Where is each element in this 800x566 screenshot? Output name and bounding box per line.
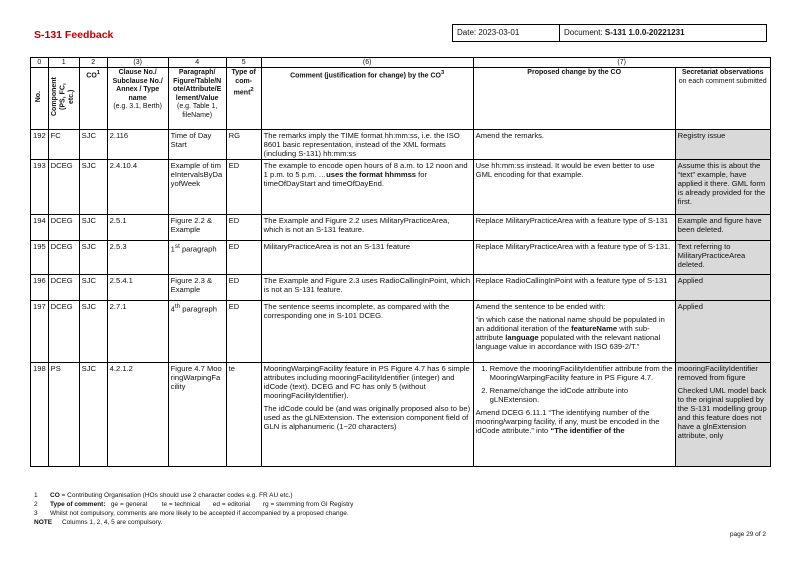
header-type: Type of com- ment$^2$ — [226, 68, 261, 130]
row-co: SJC — [79, 130, 107, 160]
row-comment: The Example and Figure 2.2 uses MilitaryPracticeArea, which is not an S-131 feature. — [261, 215, 473, 241]
col-num: (6) — [261, 58, 473, 68]
row-co: SJC — [79, 241, 107, 275]
row-proposed: Replace MilitaryPracticeArea with a feature type of S-131. — [473, 241, 675, 275]
table-row — [31, 160, 771, 215]
row-proposed: Replace MilitaryPracticeArea with a feature type of S-131 — [473, 215, 675, 241]
table-row — [31, 301, 771, 363]
row-secretariat: Text referring to MilitaryPracticeArea deleted. — [675, 241, 770, 275]
col-num: (7) — [473, 58, 770, 68]
header-comment: Comment (justification for change) by the $CO^3$ — [261, 68, 473, 130]
row-comment: MooringWarpingFacility feature in PS Figure 4.7 has 6 simple attributes including mooringFacilityIdentifier (integer) and idCode (text). DCEG and FC has only 5 (without mooringFacilityIdentifier). The idCode could be (and was originally proposed also to be) used as the gLNExtension. The extension component field of GLN is alphanumeric (1~20 characters) — [261, 363, 473, 467]
row-clause: 2.4.10.4 — [107, 160, 168, 215]
header-co: $CO^1$ — [79, 68, 107, 130]
row-clause: 2.5.3 — [107, 241, 168, 275]
row-clause: 2.5.1 — [107, 215, 168, 241]
date-box — [452, 24, 560, 42]
row-comment: The Example and Figure 2.3 uses RadioCallingInPoint, which is not an S-131 feature. — [261, 275, 473, 301]
row-component: DCEG — [48, 215, 79, 241]
row-clause: 2.5.4.1 — [107, 275, 168, 301]
document-value: S-131 1.0.0-20221231 — [604, 28, 685, 37]
header-row — [31, 68, 771, 130]
row-secretariat: Registry issue — [675, 130, 770, 160]
row-paragraph: 1st paragraph — [168, 241, 226, 275]
row-paragraph: Example of timeIntervalsByDayofWeek — [168, 160, 226, 215]
row-type: ED — [226, 241, 261, 275]
row-proposed: 1. Remove the mooringFacilityIdentifier attribute from the MooringWarpingFacility feature in PS Figure 4.7. 2. Rename/change the idCode attribute into gLNExtension. Amend DCEG 6.11.1 “The identifying number of the mooring/warping facility, if any, must be encoded in the idCode attribute.” into “The identifier of the — [473, 363, 675, 467]
row-paragraph: Figure 2.3 & Example — [168, 275, 226, 301]
col-num: (3) — [107, 58, 168, 68]
col-num: 0 — [31, 58, 49, 68]
row-comment: The example to encode open hours of 8 a.m. to 12 noon and 1 p.m. to 5 p.m. …uses the format hhmmss for timeOfDayStart and timeOfDayEnd. — [261, 160, 473, 215]
table-row — [31, 215, 771, 241]
date-label: Date: 2023-03-01 — [457, 28, 520, 37]
row-component: FC — [48, 130, 79, 160]
row-comment: The sentence seems incomplete, as compared with the corresponding one in S-101 DCEG. — [261, 301, 473, 363]
row-co: SJC — [79, 363, 107, 467]
row-number: 196 — [31, 275, 49, 301]
footnote-1: 1 CO = Contributing Organisation (HOs should use 2 character codes e.g. FR AU etc.) — [34, 492, 293, 499]
table-row — [31, 241, 771, 275]
row-paragraph: 4th paragraph — [168, 301, 226, 363]
header-no: No. — [31, 68, 49, 130]
row-co: SJC — [79, 301, 107, 363]
row-component: DCEG — [48, 160, 79, 215]
header-clause: Clause No./ Subclause No./ Annex / Type name (e.g. 3.1, Berth) — [107, 68, 168, 130]
footnote-3: 3 Whilst not compulsory, comments are more likely to be accepted if accompanied by a proposed change. — [34, 510, 349, 517]
row-secretariat: Example and figure have been deleted. — [675, 215, 770, 241]
row-type: ED — [226, 215, 261, 241]
row-component: DCEG — [48, 301, 79, 363]
row-secretariat: mooringFacilityIdentifier removed from figure Checked UML model back to the original supplied by the S-131 modelling group and this feature does not have a glnExtension attribute, only — [675, 363, 770, 467]
row-number: 193 — [31, 160, 49, 215]
row-clause: 2.116 — [107, 130, 168, 160]
document-label: Document: — [564, 28, 605, 37]
row-paragraph: Figure 4.7 MooringWarpingFacility — [168, 363, 226, 467]
page-title: S-131 Feedback — [34, 29, 114, 41]
row-type: RG — [226, 130, 261, 160]
header-proposed: Proposed change by the CO — [473, 68, 675, 130]
row-proposed: Replace RadioCallingInPoint with a feature type of S-131 — [473, 275, 675, 301]
col-num: 4 — [168, 58, 226, 68]
col-num: 1 — [48, 58, 79, 68]
row-component: DCEG — [48, 241, 79, 275]
footnote-2: 2 Type of comment: ge = general te = technical ed = editorial rg = stemming from GI Registry — [34, 501, 354, 508]
row-secretariat: Assume this is about the “text” example, have applied it there. GML form is already provided for the first. — [675, 160, 770, 215]
table-row — [31, 130, 771, 160]
row-co: SJC — [79, 215, 107, 241]
row-co: SJC — [79, 275, 107, 301]
col-num: 2 — [79, 58, 107, 68]
row-clause: 2.7.1 — [107, 301, 168, 363]
row-secretariat: Applied — [675, 275, 770, 301]
row-proposed: Use hh:mm:ss instead. It would be even better to use GML encoding for that example. — [473, 160, 675, 215]
row-type: ED — [226, 301, 261, 363]
row-clause: 4.2.1.2 — [107, 363, 168, 467]
row-type: te — [226, 363, 261, 467]
row-component: PS — [48, 363, 79, 467]
header-secretariat: Secretariat observations on each comment submitted — [675, 68, 770, 130]
document-box — [559, 24, 767, 42]
row-number: 198 — [31, 363, 49, 467]
row-number: 195 — [31, 241, 49, 275]
row-number: 197 — [31, 301, 49, 363]
footnote-note: NOTE Columns 1, 2, 4, 5 are compulsory. — [34, 519, 163, 526]
row-proposed: Amend the remarks. — [473, 130, 675, 160]
row-component: DCEG — [48, 275, 79, 301]
row-comment: The remarks imply the TIME format hh:mm:ss, i.e. the ISO 8601 basic representation, instead of the XML formats (including S-131) hh:mm:ss — [261, 130, 473, 160]
row-paragraph: Figure 2.2 & Example — [168, 215, 226, 241]
row-paragraph: Time of Day Start — [168, 130, 226, 160]
row-number: 194 — [31, 215, 49, 241]
row-comment: MilitaryPracticeArea is not an S-131 feature — [261, 241, 473, 275]
column-number-row — [31, 58, 771, 68]
header-component: Component (PS, FC, etc.) — [48, 68, 79, 130]
row-type: ED — [226, 160, 261, 215]
row-type: ED — [226, 275, 261, 301]
header-paragraph: Paragraph/ Figure/Table/N ote/Attribute/E lement/Value (e.g. Table 1, fileName) — [168, 68, 226, 130]
table-row — [31, 275, 771, 301]
feedback-table — [30, 57, 771, 467]
row-proposed: Amend the sentence to be ended with: “in which case the national name should be populated in an additional iteration of the featureName with sub-attribute language populated with the relevant national language value in accordance with ISO 639-2/T.” — [473, 301, 675, 363]
row-secretariat: Applied — [675, 301, 770, 363]
row-number: 192 — [31, 130, 49, 160]
row-co: SJC — [79, 160, 107, 215]
col-num: 5 — [226, 58, 261, 68]
table-row — [31, 363, 771, 467]
page-number: page 29 of 2 — [729, 531, 766, 538]
